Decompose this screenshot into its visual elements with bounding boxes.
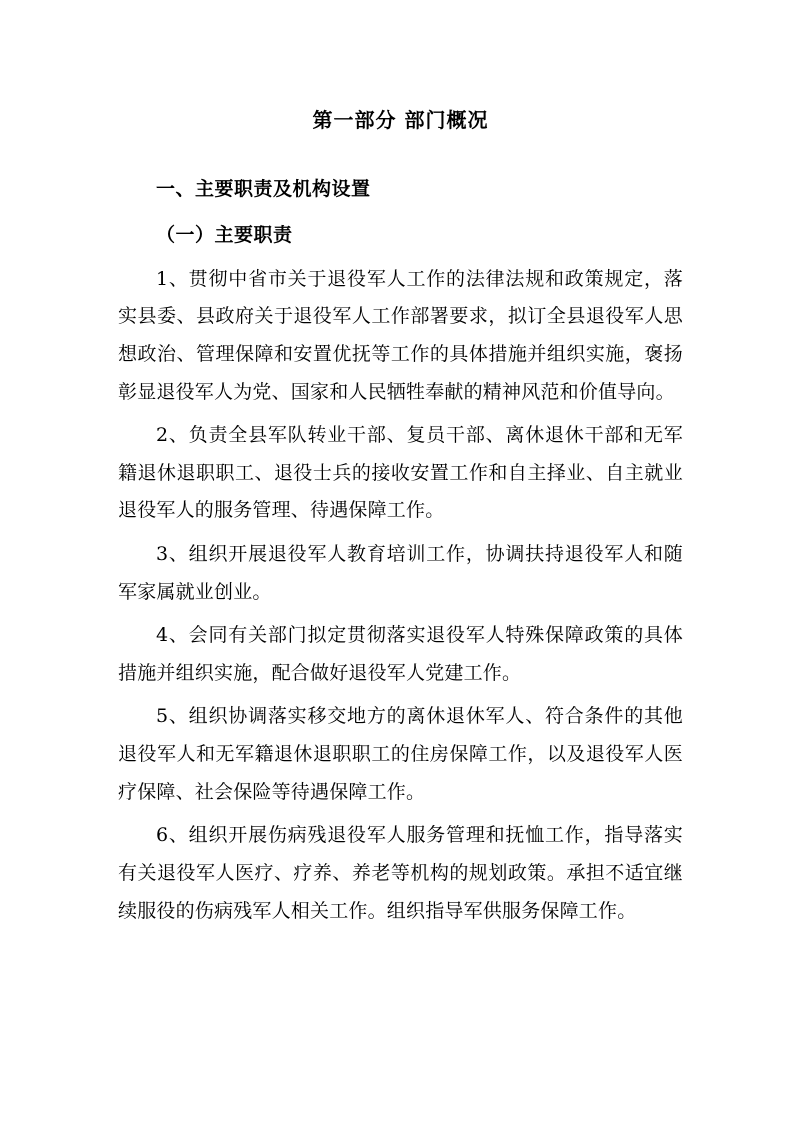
paragraph-1: 1、贯彻中省市关于退役军人工作的法律法规和政策规定，落实县委、县政府关于退役军人工作部署要求，拟订全县退役军人思想政治、管理保障和安置优抚等工作的具体措施并组织实施，褒扬彰显退役军人为党、国家和人民牺牲奉献的精神风范和价值导向。 bbox=[118, 267, 683, 403]
section-heading-main-duties: 一、主要职责及机构设置 bbox=[156, 178, 371, 200]
paragraph-3: 3、组织开展退役军人教育培训工作，协调扶持退役军人和随军家属就业创业。 bbox=[118, 543, 683, 603]
paragraph-6: 6、组织开展伤病残退役军人服务管理和抚恤工作，指导落实有关退役军人医疗、疗养、养老等机构的规划政策。承担不适宜继续服役的伤病残军人相关工作。组织指导军供服务保障工作。 bbox=[118, 824, 683, 922]
page-title: 第一部分 部门概况 bbox=[312, 108, 489, 132]
subsection-heading-main-duties: （一）主要职责 bbox=[156, 224, 293, 247]
paragraph-2: 2、负责全县军队转业干部、复员干部、离休退休干部和无军籍退休退职职工、退役士兵的接收安置工作和自主择业、自主就业退役军人的服务管理、待遇保障工作。 bbox=[118, 424, 683, 522]
paragraph-4: 4、会同有关部门拟定贯彻落实退役军人特殊保障政策的具体措施并组织实施，配合做好退役军人党建工作。 bbox=[118, 624, 683, 684]
paragraph-5: 5、组织协调落实移交地方的离休退休军人、符合条件的其他退役军人和无军籍退休退职职工的住房保障工作，以及退役军人医疗保障、社会保险等待遇保障工作。 bbox=[118, 705, 683, 803]
